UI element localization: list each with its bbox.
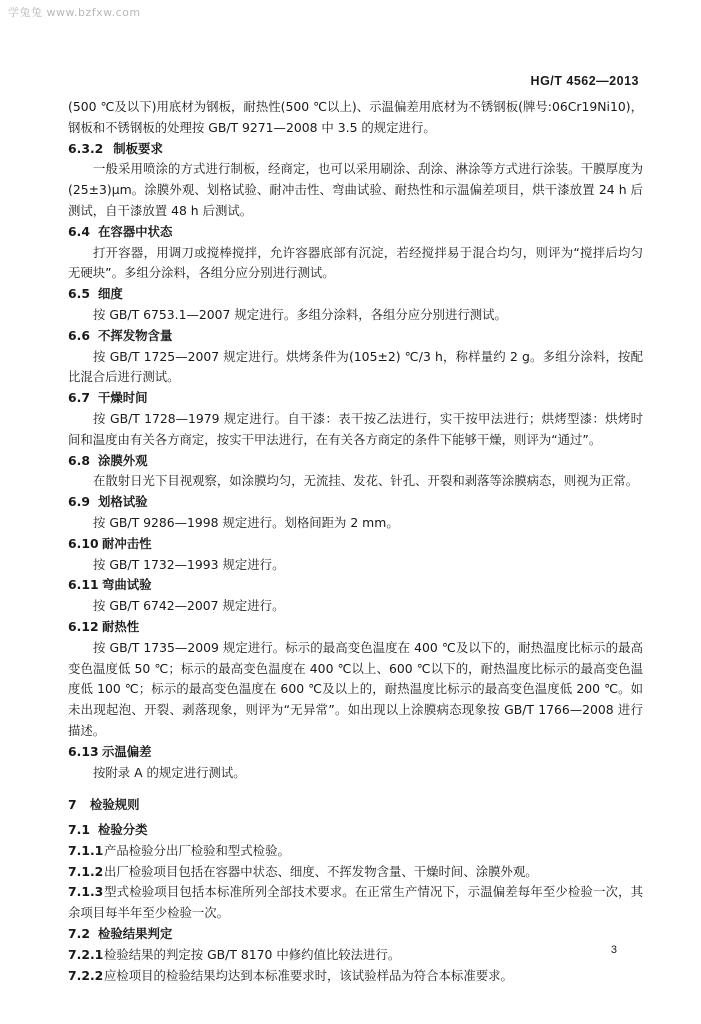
item-text: 型式检验项目包括本标准所列全部技术要求。在正常生产情况下，示温偏差每年至少检验一次，其余项目每半年至少检验一次。 — [68, 884, 643, 921]
paragraph-6-4: 打开容器，用调刀或搅棒搅拌，允许容器底部有沉淀，若经搅拌易于混合均匀，则评为“搅拌后均匀无硬块”。多组分涂料，各组分应分别进行测试。 — [68, 244, 643, 281]
paragraph-intro: (500 ℃及以下)用底材为钢板，耐热性(500 ℃以上)、示温偏差用底材为不锈钢板(牌号:06Cr19Ni10)，钢板和不锈钢板的处理按 GB/T 9271—2008 中 3.5 的规定进行。 — [68, 99, 643, 135]
heading-number: 6.11 — [68, 577, 99, 593]
paragraph-6-8: 在散射日光下目视观察，如涂膜均匀，无流挂、发花、针孔、开裂和剥落等涂膜病态，则视为正常。 — [93, 473, 639, 489]
item-7-2-2 — [68, 966, 643, 987]
heading-6-5 — [68, 284, 643, 305]
heading-title: 细度 — [98, 286, 123, 302]
heading-title: 划格试验 — [98, 494, 148, 510]
paragraph-6-6: 按 GB/T 1725—2007 规定进行。烘烤条件为(105±2) ℃/3 h，称样量约 2 g。多组分涂料，按配比混合后进行测试。 — [68, 348, 643, 385]
heading-6-4 — [68, 222, 643, 243]
heading-title: 示温偏差 — [102, 743, 152, 759]
heading-number: 6.3.2 — [68, 140, 104, 156]
heading-6-6 — [68, 326, 643, 347]
heading-title: 涂膜外观 — [98, 452, 148, 468]
heading-number: 6.5 — [68, 286, 90, 302]
heading-title: 干燥时间 — [98, 390, 148, 406]
paragraph-6-10: 按 GB/T 1732—1993 规定进行。 — [93, 556, 285, 572]
heading-title: 在容器中状态 — [98, 223, 173, 239]
heading-7-1 — [68, 820, 643, 841]
heading-number: 6.4 — [68, 223, 90, 239]
heading-7 — [68, 795, 643, 816]
paragraph-6-3-2: 一般采用喷涂的方式进行制板，经商定，也可以采用刷涂、刮涂、淋涂等方式进行涂装。干膜厚度为(25±3)μm。涂膜外观、划格试验、耐冲击性、弯曲试验、耐热性和示温偏差项目，烘干漆放置 24 h 后测试，自干漆放置 48 h 后测试。 — [68, 161, 643, 218]
heading-title: 检验规则 — [90, 797, 140, 813]
heading-title: 弯曲试验 — [102, 577, 152, 593]
page-number: 3 — [610, 944, 617, 956]
item-7-1-1 — [68, 841, 643, 862]
heading-6-11 — [68, 575, 643, 596]
document-code: HG/T 4562—2013 — [530, 74, 639, 88]
heading-6-13 — [68, 742, 643, 763]
item-number: 7.1.1 — [68, 842, 104, 858]
heading-number: 6.7 — [68, 390, 90, 406]
heading-number: 7 — [68, 797, 77, 813]
heading-title: 检验分类 — [98, 822, 148, 838]
item-text: 产品检验分出厂检验和型式检验。 — [104, 842, 290, 858]
item-7-2-1 — [68, 945, 643, 966]
heading-title: 检验结果判定 — [98, 926, 173, 942]
heading-number: 6.12 — [68, 618, 99, 634]
item-number: 7.2.2 — [68, 967, 104, 983]
heading-number: 7.1 — [68, 822, 90, 838]
heading-title: 耐热性 — [102, 618, 140, 634]
paragraph-6-11: 按 GB/T 6742—2007 规定进行。 — [93, 598, 285, 614]
document-body — [68, 97, 643, 986]
heading-title: 制板要求 — [113, 140, 163, 156]
heading-number: 6.10 — [68, 535, 99, 551]
heading-6-7 — [68, 388, 643, 409]
heading-7-2 — [68, 924, 643, 945]
item-text: 应检项目的检验结果均达到本标准要求时，该试验样品为符合本标准要求。 — [104, 967, 513, 983]
heading-6-12 — [68, 617, 643, 638]
heading-number: 6.9 — [68, 494, 90, 510]
heading-number: 6.6 — [68, 327, 90, 343]
heading-6-8 — [68, 451, 643, 472]
heading-title: 耐冲击性 — [102, 535, 152, 551]
heading-6-9 — [68, 492, 643, 513]
watermark: 学兔兔 www.bzfxw.com — [8, 6, 141, 19]
item-7-1-2 — [68, 862, 643, 883]
heading-number: 6.13 — [68, 743, 99, 759]
heading-6-3-2 — [68, 139, 643, 160]
heading-number: 7.2 — [68, 926, 90, 942]
heading-title: 不挥发物含量 — [98, 327, 173, 343]
heading-6-10 — [68, 534, 643, 555]
item-number: 7.1.2 — [68, 863, 104, 879]
item-text: 出厂检验项目包括在容器中状态、细度、不挥发物含量、干燥时间、涂膜外观。 — [104, 863, 538, 879]
paragraph-6-9: 按 GB/T 9286—1998 规定进行。划格间距为 2 mm。 — [93, 514, 399, 530]
heading-number: 6.8 — [68, 452, 90, 468]
item-number: 7.1.3 — [68, 884, 104, 900]
paragraph-6-12: 按 GB/T 1735—2009 规定进行。标示的最高变色温度在 400 ℃及以下的，耐热温度比标示的最高变色温度低 50 ℃；标示的最高变色温度在 400 ℃以上、600 ℃以下的，耐热温度比标示的最高变色温度低 100 ℃；标示的最高变色温度在 600 ℃及以上的，耐热温度比标示的最高变色温度低 200 ℃。如未出现起泡、开裂、剥落现象，则评为“无异常”。如出现以上涂膜病态现象按 GB/T 1766—2008 进行描述。 — [68, 639, 643, 738]
item-number: 7.2.1 — [68, 946, 104, 962]
paragraph-6-5: 按 GB/T 6753.1—2007 规定进行。多组分涂料，各组分应分别进行测试。 — [93, 306, 507, 322]
paragraph-6-7: 按 GB/T 1728—1979 规定进行。自干漆：表干按乙法进行，实干按甲法进行；烘烤型漆：烘烤时间和温度由有关各方商定，按实干甲法进行，在有关各方商定的条件下能够干燥，则评为“通过”。 — [68, 410, 643, 447]
paragraph-6-13: 按附录 A 的规定进行测试。 — [93, 764, 246, 780]
item-7-1-3 — [68, 882, 643, 924]
item-text: 检验结果的判定按 GB/T 8170 中修约值比较法进行。 — [104, 946, 401, 962]
